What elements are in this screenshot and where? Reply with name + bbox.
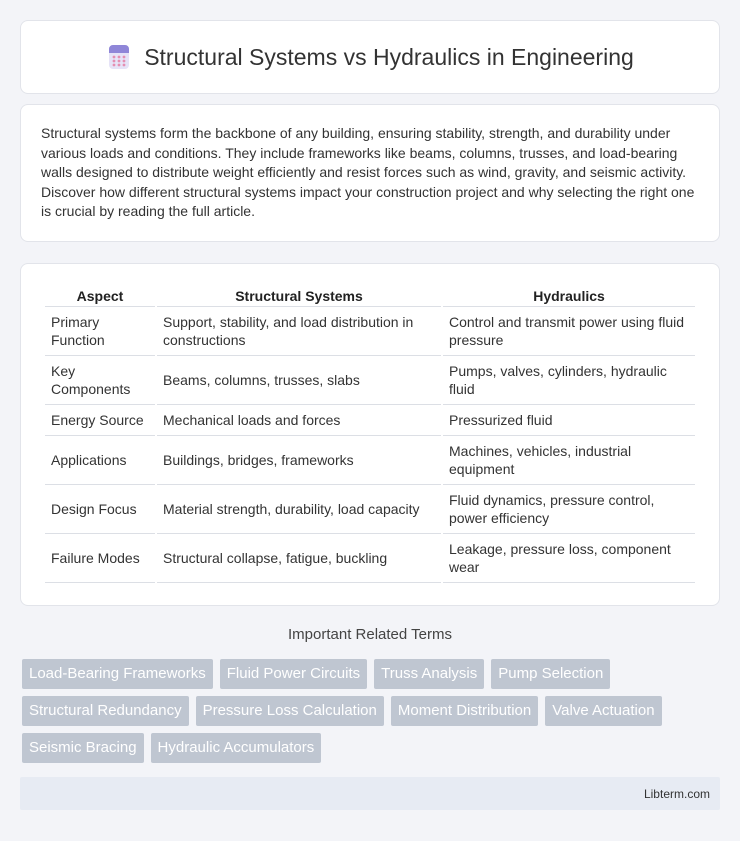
table-cell: Control and transmit power using fluid pressure [443,307,695,356]
table-header-row [45,284,695,307]
table-cell: Primary Function [45,307,155,356]
table-row [45,307,695,356]
table-cell: Structural collapse, fatigue, buckling [157,534,441,583]
header-hydraulics: Hydraulics [443,284,695,307]
related-term-tag[interactable]: Pump Selection [491,659,610,689]
table-cell: Pressurized fluid [443,405,695,436]
related-term-tag[interactable]: Hydraulic Accumulators [151,733,322,763]
footer-site-link[interactable]: Libterm.com [643,787,710,801]
related-term-tag[interactable]: Valve Actuation [545,696,661,726]
related-terms-list [22,659,722,770]
table-row [45,485,695,534]
table-cell: Material strength, durability, load capacity [157,485,441,534]
table-cell: Buildings, bridges, frameworks [157,436,441,485]
comparison-table [43,284,697,583]
header-structural: Structural Systems [157,284,441,307]
table-cell: Support, stability, and load distribution in constructions [157,307,441,356]
related-term-tag[interactable]: Seismic Bracing [22,733,144,763]
table-cell: Key Components [45,356,155,405]
related-terms-title: Important Related Terms [288,626,452,643]
table-cell: Energy Source [45,405,155,436]
related-term-tag[interactable]: Moment Distribution [391,696,538,726]
intro-text: Structural systems form the backbone of any building, ensuring stability, strength, and durability under various loads and conditions. They include frameworks like beams, columns, trusses, and load-bearing walls designed to distribute weight efficiently and resist forces such as wind, gravity, and seismic activity. Discover how different structural systems impact your construction project and why selecting the right one is crucial by reading the full article. [41,125,695,220]
table-cell: Leakage, pressure loss, component wear [443,534,695,583]
header-aspect: Aspect [45,284,155,307]
calculator-icon [106,44,132,70]
comparison-table-card [20,263,720,606]
table-cell: Mechanical loads and forces [157,405,441,436]
related-term-tag[interactable]: Truss Analysis [374,659,484,689]
table-row [45,534,695,583]
title-card [20,20,720,94]
table-row [45,436,695,485]
table-cell: Failure Modes [45,534,155,583]
table-cell: Fluid dynamics, pressure control, power efficiency [443,485,695,534]
footer [20,777,720,810]
related-term-tag[interactable]: Pressure Loss Calculation [196,696,384,726]
table-cell: Machines, vehicles, industrial equipment [443,436,695,485]
related-term-tag[interactable]: Fluid Power Circuits [220,659,367,689]
related-term-tag[interactable]: Load-Bearing Frameworks [22,659,213,689]
related-term-tag[interactable]: Structural Redundancy [22,696,189,726]
table-cell: Applications [45,436,155,485]
table-cell: Pumps, valves, cylinders, hydraulic fluid [443,356,695,405]
table-row [45,405,695,436]
table-cell: Beams, columns, trusses, slabs [157,356,441,405]
page-title: Structural Systems vs Hydraulics in Engineering [144,43,634,70]
intro-card [20,104,720,242]
table-cell: Design Focus [45,485,155,534]
table-row [45,356,695,405]
